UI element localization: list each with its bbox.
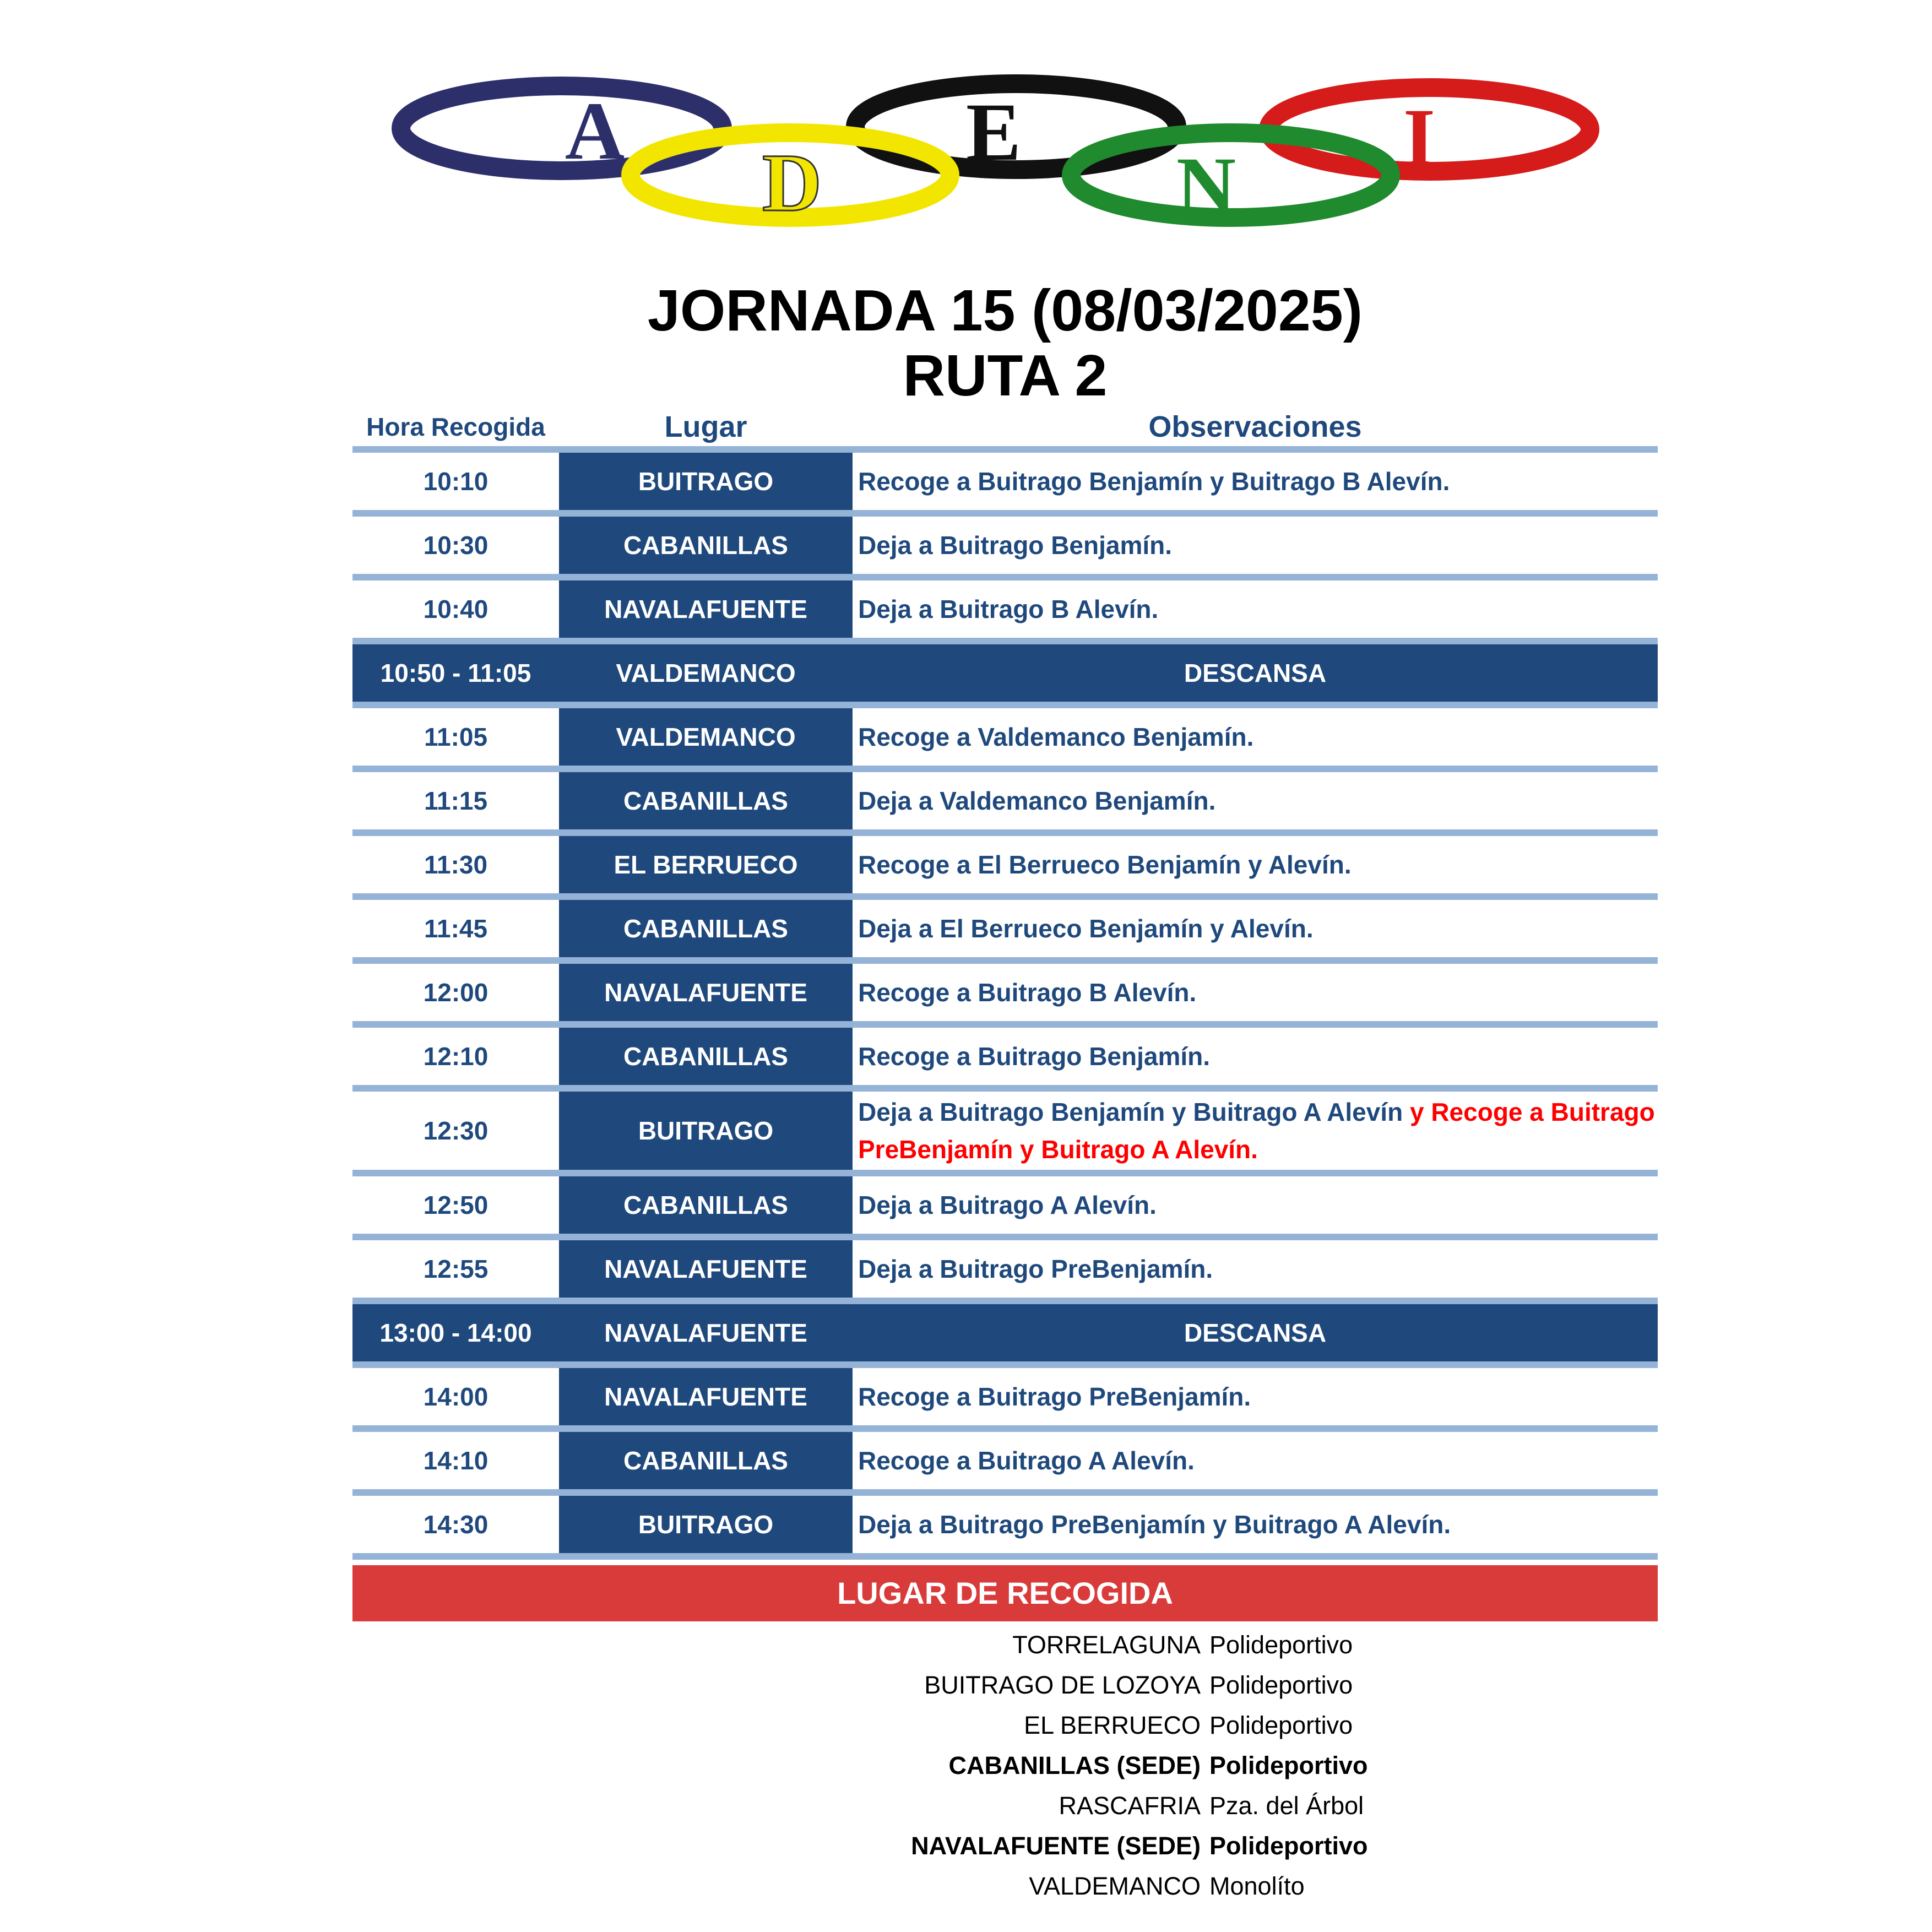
row-separator xyxy=(352,1361,1658,1368)
obs-text: Deja a Buitrago PreBenjamín. xyxy=(858,1255,1213,1283)
logo-letter-i: I xyxy=(1403,92,1436,183)
cell-observaciones xyxy=(853,580,1658,638)
cell-lugar: CABANILLAS xyxy=(559,1028,853,1085)
cell-hora: 12:10 xyxy=(423,1042,489,1071)
obs-text: Deja a El Berrueco Benjamín y Alevín. xyxy=(858,914,1314,943)
row-separator xyxy=(352,957,1658,964)
row-separator xyxy=(352,574,1658,580)
adeni-logo xyxy=(386,66,1608,242)
logo-letter-d: D xyxy=(762,137,822,229)
header-lugar: Lugar xyxy=(664,410,747,443)
obs-text: Recoge a Buitrago A Alevín. xyxy=(858,1446,1195,1475)
cell-hora: 10:50 - 11:05 xyxy=(380,659,531,687)
cell-hora: 12:50 xyxy=(423,1191,489,1219)
header-hora: Hora Recogida xyxy=(366,413,545,441)
cell-lugar: CABANILLAS xyxy=(559,1176,853,1234)
obs-text: Deja a Buitrago Benjamín. xyxy=(858,531,1173,560)
cell-observaciones xyxy=(853,1368,1658,1425)
obs-text: Deja a Buitrago A Alevín. xyxy=(858,1191,1157,1219)
row-separator xyxy=(352,1553,1658,1560)
row-separator xyxy=(352,1234,1658,1240)
cell-lugar: BUITRAGO xyxy=(559,1496,853,1553)
rest-row xyxy=(352,1304,1658,1361)
cell-lugar: CABANILLAS xyxy=(559,517,853,574)
table-header xyxy=(352,408,1658,446)
cell-observaciones xyxy=(853,1092,1658,1170)
obs-text: Recoge a El Berrueco Benjamín y Alevín. xyxy=(858,850,1352,879)
cell-observaciones xyxy=(853,644,1658,702)
schedule-table xyxy=(352,446,1658,1560)
table-row xyxy=(352,1368,1658,1425)
pickup-town: EL BERRUECO xyxy=(1024,1711,1201,1739)
row-separator xyxy=(352,1170,1658,1176)
table-row xyxy=(352,580,1658,638)
cell-observaciones xyxy=(853,772,1658,829)
obs-text: Deja a Buitrago PreBenjamín y Buitrago A Alevín. xyxy=(858,1510,1451,1539)
row-separator xyxy=(352,893,1658,900)
cell-lugar: VALDEMANCO xyxy=(559,708,853,766)
pickup-row xyxy=(352,1625,1658,1665)
cell-lugar: NAVALAFUENTE xyxy=(559,1368,853,1425)
pickup-place: Polideportivo xyxy=(1209,1751,1368,1779)
row-separator xyxy=(352,1425,1658,1432)
header-observaciones: Observaciones xyxy=(1148,410,1362,443)
pickup-row xyxy=(352,1745,1658,1786)
table-row xyxy=(352,772,1658,829)
cell-hora: 11:15 xyxy=(424,786,488,815)
pickup-row xyxy=(352,1826,1658,1866)
row-separator xyxy=(352,1021,1658,1028)
cell-lugar: CABANILLAS xyxy=(559,900,853,957)
cell-observaciones xyxy=(853,1176,1658,1234)
pickup-town: VALDEMANCO xyxy=(1029,1872,1201,1900)
row-separator xyxy=(352,638,1658,644)
cell-observaciones xyxy=(853,1240,1658,1298)
row-separator xyxy=(352,829,1658,836)
row-separator xyxy=(352,702,1658,708)
obs-text: Recoge a Buitrago PreBenjamín. xyxy=(858,1382,1251,1411)
cell-observaciones xyxy=(853,1432,1658,1489)
cell-lugar: CABANILLAS xyxy=(559,1432,853,1489)
pickup-place: Polideportivo xyxy=(1209,1832,1368,1860)
table-row xyxy=(352,1028,1658,1085)
row-separator xyxy=(352,1085,1658,1092)
cell-lugar: VALDEMANCO xyxy=(559,644,853,702)
cell-hora: 11:05 xyxy=(424,723,488,751)
cell-hora: 12:30 xyxy=(423,1116,489,1145)
logo-letter-a: A xyxy=(565,85,625,177)
pickup-row xyxy=(352,1705,1658,1745)
cell-observaciones xyxy=(853,517,1658,574)
cell-observaciones xyxy=(853,964,1658,1021)
rest-row xyxy=(352,644,1658,702)
table-row xyxy=(352,517,1658,574)
pickup-town: NAVALAFUENTE (SEDE) xyxy=(911,1832,1201,1860)
title-ruta: RUTA 2 xyxy=(903,343,1108,408)
obs-text: Recoge a Valdemanco Benjamín. xyxy=(858,723,1254,751)
cell-lugar: CABANILLAS xyxy=(559,772,853,829)
row-separator xyxy=(352,766,1658,772)
cell-observaciones xyxy=(853,453,1658,510)
table-row xyxy=(352,1092,1658,1170)
cell-hora: 14:30 xyxy=(423,1510,489,1539)
cell-lugar: NAVALAFUENTE xyxy=(559,1304,853,1361)
obs-wrap xyxy=(858,1093,1658,1168)
pickup-row xyxy=(352,1866,1658,1906)
cell-hora: 10:40 xyxy=(423,595,489,623)
pickup-place: Monolíto xyxy=(1209,1872,1305,1900)
cell-lugar: NAVALAFUENTE xyxy=(559,580,853,638)
table-row xyxy=(352,1496,1658,1553)
pickup-town: RASCAFRIA xyxy=(1059,1792,1201,1820)
obs-text: Deja a Valdemanco Benjamín. xyxy=(858,786,1216,815)
pickup-town: CABANILLAS (SEDE) xyxy=(948,1751,1201,1779)
cell-observaciones xyxy=(853,836,1658,893)
row-separator xyxy=(352,510,1658,517)
table-row xyxy=(352,900,1658,957)
obs-text: Deja a Buitrago B Alevín. xyxy=(858,595,1159,623)
cell-lugar: EL BERRUECO xyxy=(559,836,853,893)
obs-text: Recoge a Buitrago Benjamín. xyxy=(858,1042,1211,1071)
table-row xyxy=(352,1240,1658,1298)
table-row xyxy=(352,836,1658,893)
cell-hora: 10:30 xyxy=(423,531,489,560)
pickup-row xyxy=(352,1786,1658,1826)
pickup-banner: LUGAR DE RECOGIDA xyxy=(352,1565,1658,1621)
cell-hora: 11:45 xyxy=(424,914,488,943)
pickup-place: Pza. del Árbol xyxy=(1209,1792,1364,1820)
obs-text: Recoge a Buitrago Benjamín y Buitrago B Alevín. xyxy=(858,467,1450,496)
cell-lugar: BUITRAGO xyxy=(559,1092,853,1170)
logo-ring-blue xyxy=(401,86,723,171)
row-separator xyxy=(352,1298,1658,1304)
cell-observaciones xyxy=(853,900,1658,957)
row-separator xyxy=(352,1489,1658,1496)
cell-hora: 10:10 xyxy=(423,467,489,496)
table-row xyxy=(352,453,1658,510)
pickup-place: Polideportivo xyxy=(1209,1631,1353,1659)
obs-text: Recoge a Buitrago B Alevín. xyxy=(858,978,1197,1007)
cell-lugar: NAVALAFUENTE xyxy=(559,964,853,1021)
pickup-row xyxy=(352,1665,1658,1705)
cell-hora: 14:00 xyxy=(423,1382,489,1411)
cell-observaciones xyxy=(853,1496,1658,1553)
page-title xyxy=(352,278,1658,408)
pickup-place: Polideportivo xyxy=(1209,1711,1353,1739)
table-row xyxy=(352,708,1658,766)
obs-text: DESCANSA xyxy=(1184,1318,1327,1347)
table-row xyxy=(352,1432,1658,1489)
obs-text: Deja a Buitrago Benjamín y Buitrago A Alevín xyxy=(858,1098,1403,1126)
cell-lugar: BUITRAGO xyxy=(559,453,853,510)
logo-letter-n: N xyxy=(1176,140,1236,232)
logo-letter-e: E xyxy=(965,86,1022,178)
pickup-town: TORRELAGUNA xyxy=(1012,1631,1201,1659)
cell-observaciones xyxy=(853,708,1658,766)
cell-hora: 14:10 xyxy=(423,1446,489,1475)
cell-observaciones xyxy=(853,1304,1658,1361)
cell-hora: 13:00 - 14:00 xyxy=(379,1318,532,1347)
row-separator xyxy=(352,446,1658,453)
cell-hora: 12:55 xyxy=(423,1255,489,1283)
pickup-town: BUITRAGO DE LOZOYA xyxy=(924,1671,1201,1699)
pickup-place: Polideportivo xyxy=(1209,1671,1353,1699)
cell-hora: 11:30 xyxy=(424,850,488,879)
table-row xyxy=(352,1176,1658,1234)
cell-hora: 12:00 xyxy=(423,978,489,1007)
cell-observaciones xyxy=(853,1028,1658,1085)
table-row xyxy=(352,964,1658,1021)
obs-text: DESCANSA xyxy=(1184,659,1327,687)
pickup-list xyxy=(352,1625,1658,1906)
title-jornada: JORNADA 15 (08/03/2025) xyxy=(647,278,1363,343)
cell-lugar: NAVALAFUENTE xyxy=(559,1240,853,1298)
obs-text-highlight: y Recoge a Buitrago PreBenjamín y Buitrago A Alevín. xyxy=(858,1098,1655,1164)
